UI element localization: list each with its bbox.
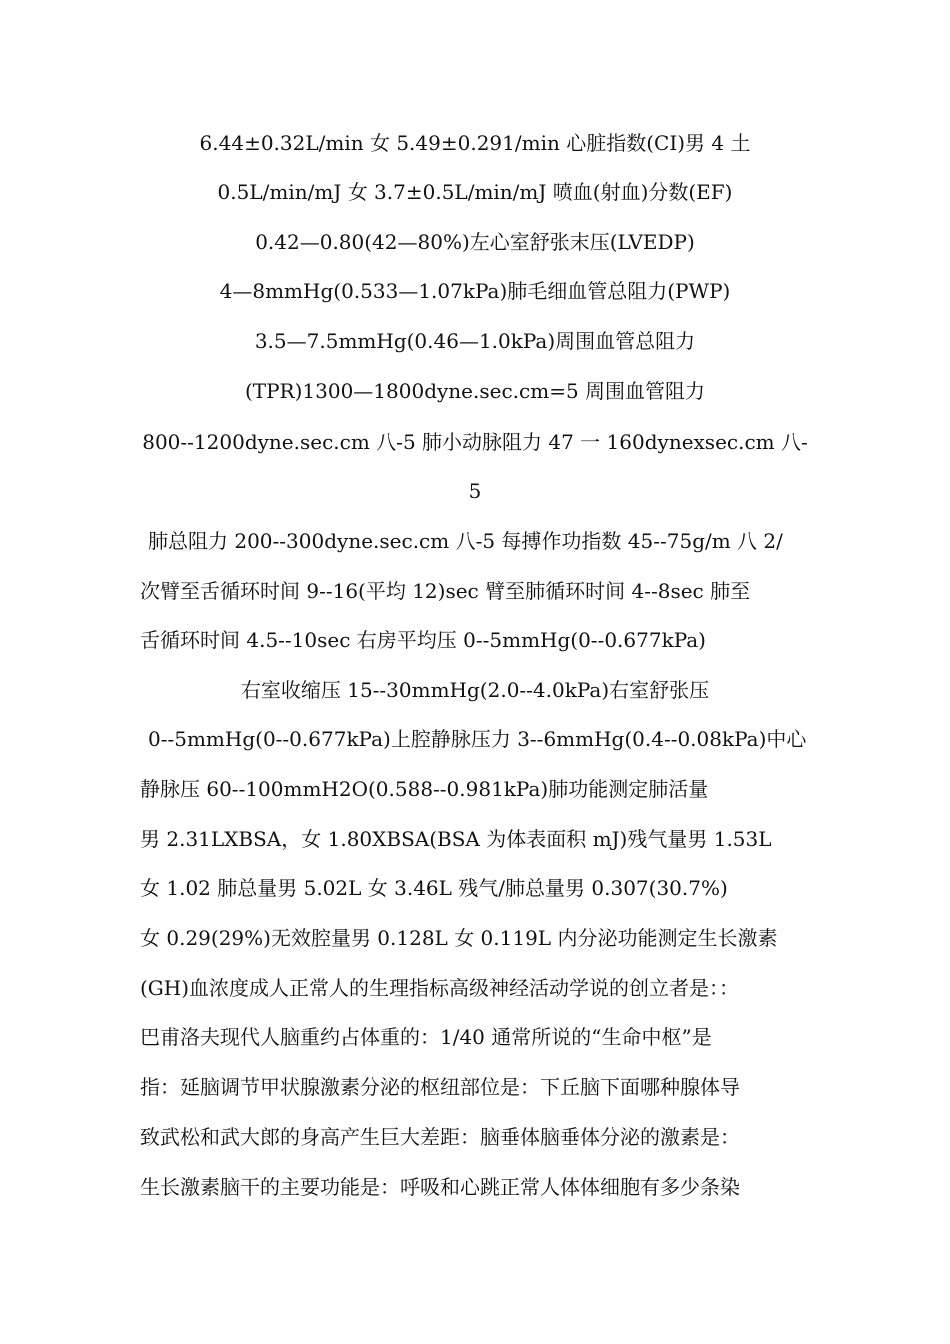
text-line: 0.5L/min/mJ 女 3.7±0.5L/min/mJ 喷血(射血)分数(EF) [217, 180, 733, 204]
text-line: 女 1.02 肺总量男 5.02L 女 3.46L 残气/肺总量男 0.307(30.7%) [140, 876, 728, 900]
text-line: 0--5mmHg(0--0.677kPa)上腔静脉压力 3--6mmHg(0.4--0.08kPa)中心 [148, 727, 807, 751]
text-line: 静脉压 60--100mmH2O(0.588--0.981kPa)肺功能测定肺活量 [140, 777, 709, 801]
text-line: 舌循环时间 4.5--10sec 右房平均压 0--5mmHg(0--0.677kPa) [140, 628, 706, 652]
text-line: 右室收缩压 15--30mmHg(2.0--4.0kPa)右室舒张压 [240, 678, 710, 702]
text-line: 肺总阻力 200--300dyne.sec.cm 八-5 每搏作功指数 45--75g/m 八 2/ [148, 529, 783, 553]
text-line: 800--1200dyne.sec.cm 八-5 肺小动脉阻力 47 一 160dynexsec.cm 八- [142, 430, 808, 454]
text-line: 次臂至舌循环时间 9--16(平均 12)sec 臂至肺循环时间 4--8sec 肺至 [140, 579, 751, 603]
text-line: 6.44±0.32L/min 女 5.49±0.291/min 心脏指数(CI)男 4 土 [199, 131, 751, 155]
text-line: 5 [468, 479, 482, 503]
text-line: 女 0.29(29%)无效腔量男 0.128L 女 0.119L 内分泌功能测定生长激素 [140, 926, 778, 950]
text-line: 指：延脑调节甲状腺激素分泌的枢纽部位是：下丘脑下面哪种腺体导 [140, 1075, 740, 1099]
text-line: 3.5—7.5mmHg(0.46—1.0kPa)周围血管总阻力 [254, 329, 696, 353]
text-line: 巴甫洛夫现代人脑重约占体重的：1/40 通常所说的“生命中枢”是 [140, 1025, 712, 1049]
text-line: 4—8mmHg(0.533—1.07kPa)肺毛细血管总阻力(PWP) [219, 279, 731, 303]
text-line: (TPR)1300—1800dyne.sec.cm=5 周围血管阻力 [244, 379, 706, 403]
text-line: 生长激素脑干的主要功能是：呼吸和心跳正常人体体细胞有多少条染 [140, 1175, 740, 1199]
text-line: 男 2.31LXBSA，女 1.80XBSA(BSA 为体表面积 mJ)残气量男 1.53L [140, 827, 772, 851]
text-line: 0.42—0.80(42—80%)左心室舒张末压(LVEDP) [255, 230, 695, 254]
text-line: 致武松和武大郎的身高产生巨大差距：脑垂体脑垂体分泌的激素是： [140, 1125, 740, 1149]
text-line: (GH)血浓度成人正常人的生理指标高级神经活动学说的创立者是：： [140, 976, 740, 1000]
